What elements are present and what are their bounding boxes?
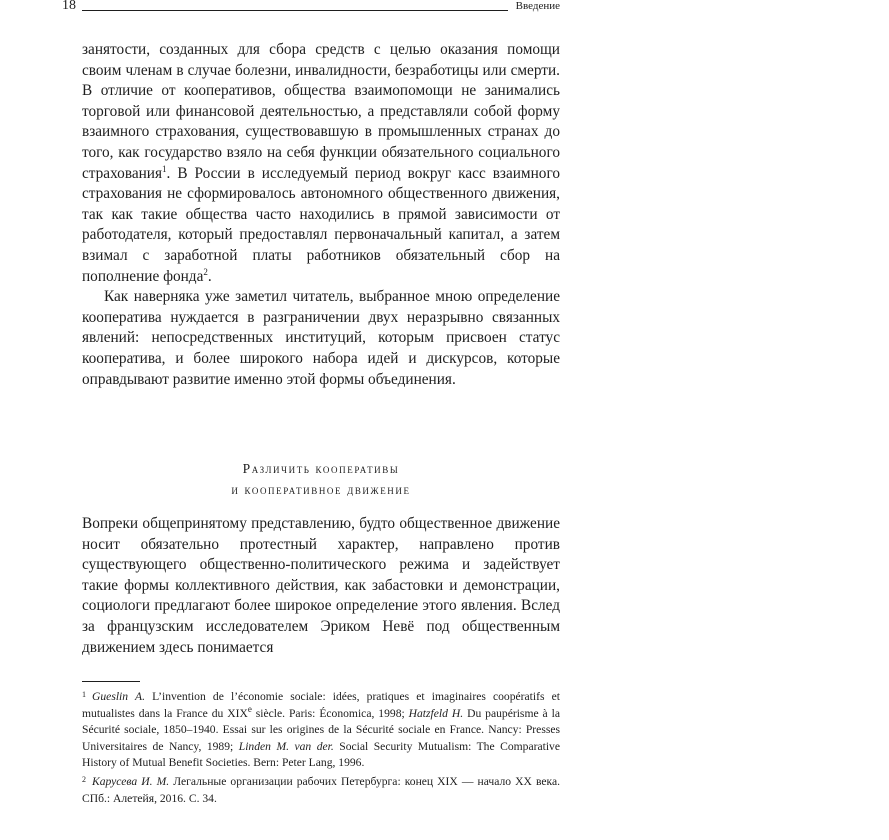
- body-text-top: [82, 40, 560, 390]
- section-heading: [82, 458, 560, 500]
- heading-line-2: и кооперативное движение: [231, 482, 411, 497]
- paragraph-1-continued: . В России в исследуемый период вокруг касс взаимного страхования не сформировалось автономного общественного движения, так как такие общества часто находились в прямой зависимости от работодателя, который предоставлял первоначальный капитал, а затем взимал с заработной платы работников обязательный сбор на пополнение фонда: [82, 164, 560, 285]
- footnote-1-author-2: Hatzfeld H.: [408, 706, 464, 720]
- footnote-rule: [82, 681, 140, 682]
- paragraph-1: [82, 40, 560, 287]
- footnote-1-century-sup: e: [247, 703, 252, 714]
- footnote-1-text-1: L’invention de l’économie sociale: idées, pratiques et imaginaires coopératifs et mutualistes dans la France du XIX: [82, 690, 560, 720]
- paragraph-3: Вопреки общепринятому представлению, будто общественное движение носит обязательно протестный характер, направлено против существующего общественно-политического режима и задействует такие формы коллективного действия, как забастовки и демонстрации, социологи предлагают более широкое определение этого явления. Вслед за французским исследователем Эриком Невё под общественным движением здесь понимается: [82, 515, 560, 656]
- paragraph-2: Как наверняка уже заметил читатель, выбранное мною определение кооператива нуждается в разграничении двух неразрывно связанных явлений: непосредственных институций, которым присвоен статус кооператива, и более широкого набора идей и дискурсов, которые оправдывают развитие именно этой формы объединения.: [82, 288, 560, 388]
- footnote-1-author-1: Gueslin A.: [92, 690, 145, 703]
- page-number: 18: [62, 0, 76, 13]
- body-text-bottom: [82, 514, 560, 658]
- footnote-1-author-3: Linden M. van der.: [238, 739, 334, 753]
- running-header: [62, 0, 560, 16]
- paragraph-1-text: занятости, созданных для сбора средств с целью оказания помощи своим членам в случае болезни, инвалидности, безработицы или смерти. В отличие от кооперативов, общества взаимопомощи не занимались торговой или финансовой деятельностью, а представляли собой форму взаимного страхования, существовавшую в промышленных странах до того, как государство взяло на себя функции обязательного социального страхования: [82, 41, 560, 182]
- footnotes: [82, 687, 560, 807]
- footnote-1: [82, 687, 560, 772]
- footnote-1-marker: 1: [82, 690, 86, 699]
- footnote-ref-1[interactable]: 1: [162, 163, 167, 174]
- footnote-ref-2[interactable]: 2: [203, 266, 208, 277]
- footnote-2-text: Легальные организации рабочих Петербурга: конец XIX — начало XX века. СПб.: Алетейя, 2016. С. 34.: [82, 774, 560, 805]
- footnote-2-author: Карусева И. М.: [92, 774, 170, 788]
- header-rule: [82, 10, 508, 11]
- section-title: Введение: [515, 0, 560, 12]
- footnote-1-text-2: Du paupérisme à la Sécurité sociale, 1850–1940. Essai sur les origines de la Sécurité sociale en France. Nancy: Presses Universitaires de Nancy, 1989;: [82, 706, 560, 753]
- footnote-2: [82, 772, 560, 807]
- footnote-2-marker: 2: [82, 774, 86, 784]
- footnote-1-text-1b: siècle. Paris: Économica, 1998;: [251, 706, 409, 720]
- footnote-1-text-3: Social Security Mutualism: The Comparative History of Mutual Benefit Societies. Bern: Peter Lang, 1996.: [82, 739, 560, 770]
- paragraph-1-end: .: [207, 267, 212, 285]
- heading-line-1: Различить кооперативы: [242, 461, 400, 476]
